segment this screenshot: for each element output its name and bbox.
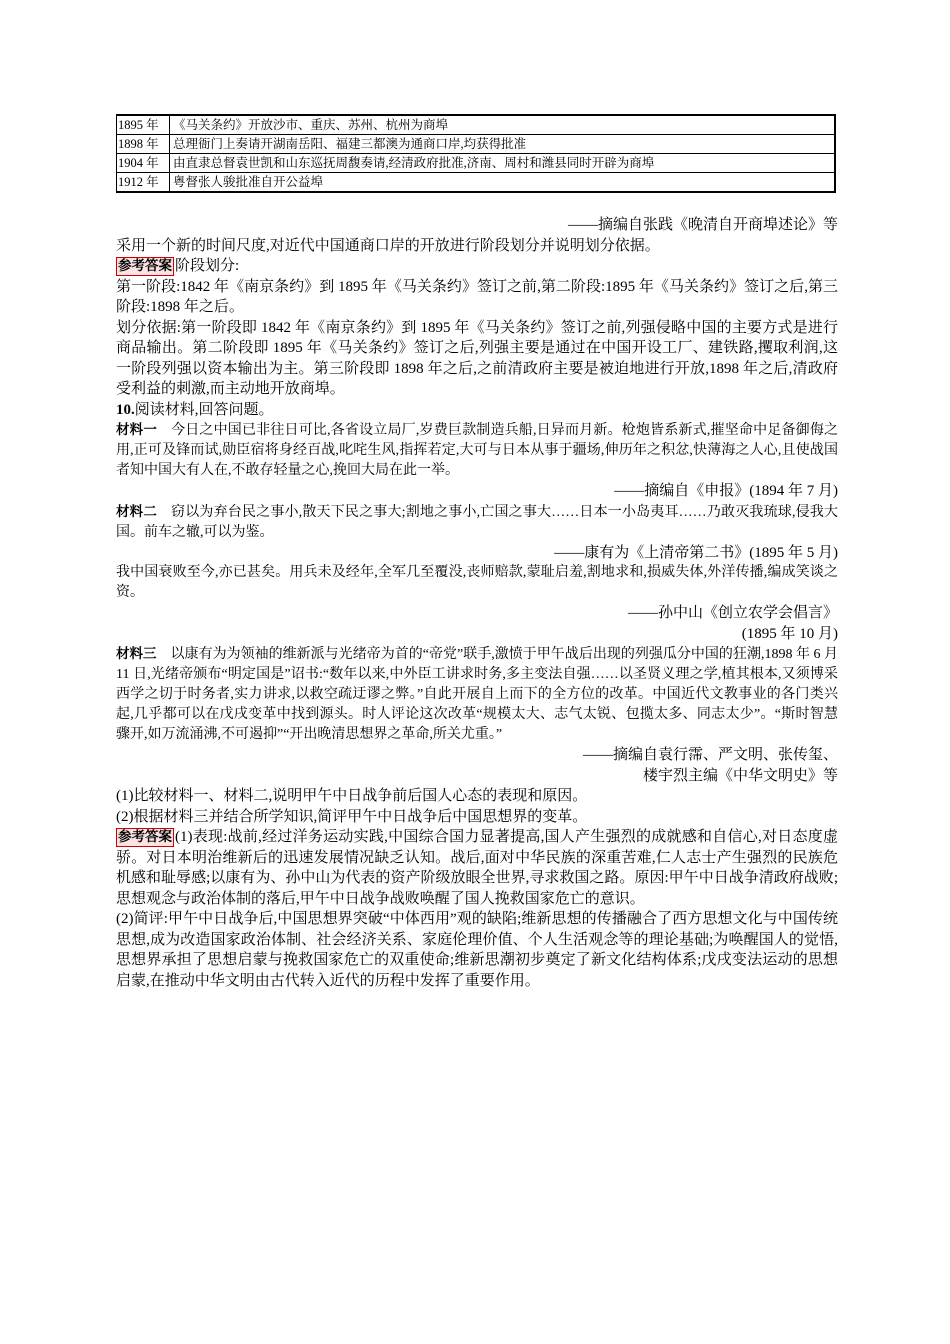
q10-ask-2: (2)根据材料三并结合所学知识,简评甲午中日战争后中国思想界的变革。 bbox=[116, 808, 588, 825]
material-one-source: ——摘编自《申报》(1894 年 7 月) bbox=[614, 483, 838, 499]
question-number: 10. bbox=[116, 401, 135, 418]
q9-answer-heading bbox=[116, 256, 838, 277]
q9-answer-basis: 划分依据:第一阶段即 1842 年《南京条约》到 1895 年《马关条约》签订之前,列强侵略中国的主要方式是进行商品输出。第二阶段即 1895 年《马关条约》签订之后,列强主要是通过在中国开设工厂、建铁路,攫取利润,这一阶段列强以资本输出为主。第三阶段即 1898 年之后,之前清政府主要是被迫地进行开放,1898 年之后,清政府受利益的刺激,而主动地开放商埠。 bbox=[116, 319, 838, 397]
answer-tag: 参考答案 bbox=[118, 829, 172, 845]
material-three-source-editors: 楼宇烈主编《中华文明史》等 bbox=[642, 767, 838, 784]
table-source: ——摘编自张践《晚清自开商埠述论》等 bbox=[567, 217, 838, 233]
material-three-source: ——摘编自袁行霈、严文明、张传玺、 bbox=[582, 747, 838, 763]
port-opening-table bbox=[116, 114, 836, 193]
table-cell-year: 1895 年 bbox=[117, 115, 170, 135]
material-text: 窃以为弃台民之事小,散天下民之事大;割地之事小,亡国之事大……日本一小岛夷耳……乃敢灭我琉球,侵我大国。前车之辙,可以为鉴。 bbox=[116, 504, 838, 540]
material-two bbox=[116, 502, 838, 543]
material-two-source2-date: (1895 年 10 月) bbox=[741, 625, 838, 642]
material-one bbox=[116, 420, 838, 481]
material-two-part2: 我中国衰败至今,亦已甚矣。用兵未及经年,全军几至覆没,丧师赔款,蒙耻启羞,割地求和,损威失体,外洋传播,编成笑谈之资。 bbox=[116, 565, 838, 600]
q10-answer-1 bbox=[116, 827, 838, 909]
table-cell-year: 1898 年 bbox=[117, 135, 170, 154]
q9-question: 采用一个新的时间尺度,对近代中国通商口岸的开放进行阶段划分并说明划分依据。 bbox=[116, 237, 660, 254]
table-cell-event: 总理衙门上奏请开湖南岳阳、福建三都澳为通商口岸,均获得批准 bbox=[170, 135, 836, 154]
q9-answer-stages: 第一阶段:1842 年《南京条约》到 1895 年《马关条约》签订之前,第二阶段:1895 年《马关条约》签订之后,第三阶段:1898 年之后。 bbox=[116, 278, 838, 315]
table-cell-year: 1904 年 bbox=[117, 154, 170, 173]
q10-title bbox=[116, 400, 838, 421]
q10-instruction: 阅读材料,回答问题。 bbox=[134, 401, 274, 418]
table-cell-event: 《马关条约》开放沙市、重庆、苏州、杭州为商埠 bbox=[170, 115, 836, 135]
table-row bbox=[117, 173, 836, 193]
material-two-source: ——康有为《上清帝第二书》(1895 年 5 月) bbox=[554, 544, 838, 561]
material-label: 材料三 bbox=[116, 646, 157, 662]
table-row bbox=[117, 135, 836, 154]
table-cell-year: 1912 年 bbox=[117, 173, 170, 193]
q10-answer-1-text: (1)表现:战前,经过洋务运动实践,中国综合国力显著提高,国人产生强烈的成就感和自信心,对日态度虚骄。对日本明治维新后的迅速发展情况缺乏认知。战后,面对中华民族的深重苦难,仁人志士产生强烈的民族危机感和耻辱感;以康有为、孙中山为代表的资产阶级放眼全世界,寻求救国之路。原因:甲午中日战争清政府战败;思想观念与政治体制的落后,甲午中日战争战败唤醒了国人挽救国家危亡的意识。 bbox=[116, 829, 838, 907]
q10-ask-1: (1)比较材料一、材料二,说明甲午中日战争前后国人心态的表现和原因。 bbox=[116, 788, 588, 804]
answer-tag: 参考答案 bbox=[118, 258, 172, 274]
material-label: 材料二 bbox=[116, 503, 158, 520]
table-row bbox=[117, 115, 836, 135]
table-cell-event: 由直隶总督袁世凯和山东巡抚周馥奏请,经清政府批准,济南、周村和潍县同时开辟为商埠 bbox=[170, 154, 836, 173]
material-label: 材料一 bbox=[116, 422, 158, 438]
document-page bbox=[116, 114, 838, 991]
material-two-source2: ——孙中山《创立农学会倡言》 bbox=[627, 605, 838, 621]
material-three bbox=[116, 644, 838, 745]
q9-answer-stage-label: 阶段划分: bbox=[175, 258, 240, 274]
material-text: 以康有为为领袖的维新派与光绪帝为首的“帝党”联手,激愤于甲午战后出现的列强瓜分中国的狂潮,1898 年 6 月 11 日,光绪帝颁布“明定国是”诏书:“数年以来,中外臣工讲求时务,多主变法自强……以圣贤义理之学,植其根本,又须博采西学之切于时务者,实力讲求,以救空疏迂谬之弊。”自此开展自上而下的全方位的改革。中国近代文教事业的各门类兴起,几乎都可以在戊戌变革中找到源头。时人评论这次改革“规模太大、志气太锐、包揽太多、同志太少”。“斯时智慧骤开,如万流涌沸,不可遏抑”“开出晚清思想界之革命,所关尤重。” bbox=[116, 647, 839, 742]
table-row bbox=[117, 154, 836, 173]
q10-answer-2: (2)简评:甲午中日战争后,中国思想界突破“中体西用”观的缺陷;维新思想的传播融合了西方思想文化与中国传统思想,成为改造国家政治体制、社会经济关系、家庭伦理价值、个人生活观念等的理论基础;为唤醒国人的觉悟,思想界承担了思想启蒙与挽救国家危亡的双重使命;维新思潮初步奠定了新文化结构体系;戊戌变法运动的思想启蒙,在推动中华文明由古代转入近代的历程中发挥了重要作用。 bbox=[116, 911, 838, 989]
table-cell-event: 粤督张人骏批准自开公益埠 bbox=[170, 173, 836, 193]
material-text: 今日之中国已非往日可比,各省设立局厂,岁费巨款制造兵船,日异而月新。枪炮皆系新式,摧坚命中足备御侮之用,正可及锋而试,勋臣宿将身经百战,叱咤生风,指挥若定,大可与日本从事于疆场,伸历年之积忿,快薄海之人心,且使战国者知中国大有人在,不敢存轻量之心,挽回大局在此一举。 bbox=[116, 423, 839, 478]
